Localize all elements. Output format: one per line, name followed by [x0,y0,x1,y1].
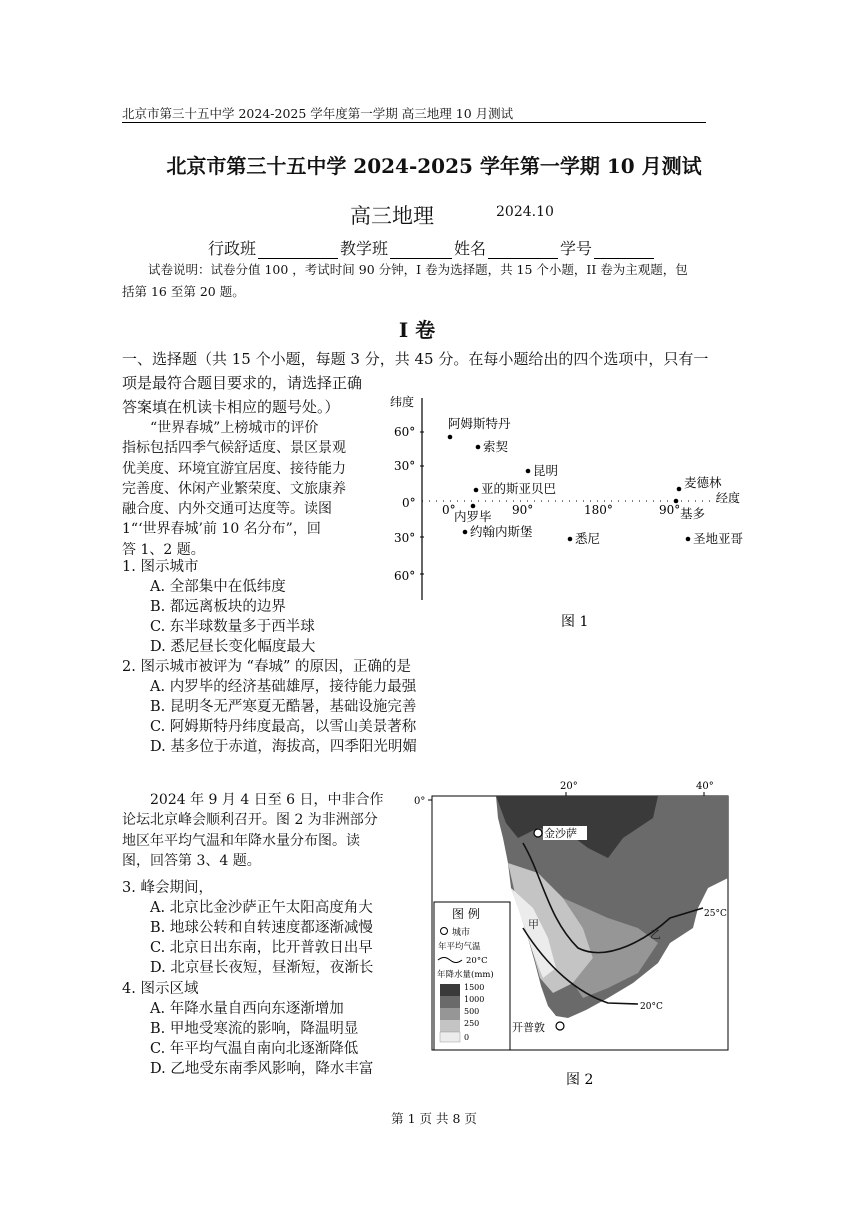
region-mark-yi: 乙 [650,928,661,941]
option-c[interactable]: C. 阿姆斯特丹纬度最高，以雪山美景著称 [150,719,417,735]
option-a[interactable]: A. 年降水量自西向东逐渐增加 [150,1001,344,1017]
figure-2-africa-climate-map [408,778,748,1088]
passage-line: 1“‘世界春城’前 10 名分布”，回 [122,521,321,538]
passage-line: 图，回答第 3、4 题。 [122,852,261,869]
city-label: 悉尼 [575,531,601,546]
y-tick-label: 60° [394,425,416,439]
city-marker-cape-town [556,1022,564,1030]
question-2 [122,657,417,757]
legend-precip-title: 年降水量(mm) [437,970,494,980]
figure-caption: 图 2 [566,1072,594,1088]
x-tick-label: 90° [659,503,681,517]
passage-line: 融合度、内外交通可达度等。读图 [122,501,332,518]
lon-label: 40° [696,781,714,792]
option-a[interactable]: A. 北京比金沙萨正午太阳高度角大 [150,900,373,916]
city-label: 圣地亚哥 [693,531,744,546]
question-stem: 2. 图示城市被评为 “春城” 的原因，正确的是 [122,659,411,675]
isotherm-label: 25°C [704,909,727,919]
option-c[interactable]: C. 北京日出东南，比开普敦日出早 [150,940,373,956]
city-label: 内罗毕 [454,509,492,524]
legend-level: 250 [464,1019,480,1028]
field-label: 姓名 [454,239,487,258]
city-point-johannesburg [463,530,468,535]
city-point-nairobi [471,504,476,509]
city-point-quito [674,499,679,504]
lat-label: 0° [414,796,426,807]
city-point-kunming [526,469,531,474]
field-label: 学号 [560,239,593,258]
option-d[interactable]: D. 悉尼昼长变化幅度最大 [150,639,316,655]
class-blank[interactable] [258,240,338,259]
city-point-sydney [568,537,573,542]
option-b[interactable]: B. 地球公转和自转速度都逐渐减慢 [150,920,373,936]
legend-level: 1500 [464,983,485,992]
city-label: 麦德林 [684,475,722,490]
passage-line: 2024 年 9 月 4 日至 6 日，中非合作 [150,792,384,808]
legend-isotherm-value: 20°C [466,956,488,966]
y-tick-label: 30° [394,459,416,473]
option-d[interactable]: D. 基多位于赤道，海拔高，四季阳光明媚 [150,739,417,755]
field-label: 行政班 [208,239,257,258]
question-3 [122,878,373,978]
city-point-medellin [677,487,682,492]
option-d[interactable]: D. 北京昼长夜短，昼渐短，夜渐长 [150,960,374,976]
page-footer: 第 1 页 共 8 页 [391,1111,477,1126]
lon-label: 20° [560,781,578,792]
city-label: 昆明 [533,463,559,478]
intro-line: 一、选择题（共 15 个小题，每题 3 分，共 45 分。在每小题给出的四个选项中，只有一 [122,350,709,368]
passage-line: 地区年平均气温和年降水量分布图。读 [122,832,360,849]
y-axis-label: 纬度 [390,395,415,409]
option-c[interactable]: C. 东半球数量多于西半球 [150,619,315,635]
x-tick-label: 180° [584,503,613,517]
passage-line: 完善度、休闲产业繁荣度、文旅康养 [122,480,346,497]
legend-city-icon [441,928,448,935]
exam-title: 北京市第三十五中学 2024-2025 学年第一学期 10 月测试 [166,154,702,178]
figure-caption: 图 1 [561,614,589,630]
section-title: I 卷 [398,318,436,342]
question-4 [122,979,373,1079]
question-stem: 4. 图示区域 [122,981,199,997]
option-c[interactable]: C. 年平均气温自南向北逐渐降低 [150,1041,359,1057]
city-label: 约翰内斯堡 [470,524,533,539]
city-point-amsterdam [448,435,453,440]
intro-line: 项是最符合题目要求的，请选择正确 [122,374,363,392]
x-axis-label: 经度 [716,491,741,505]
legend-swatch [440,1032,460,1042]
city-point-santiago [686,537,691,542]
subject-title: 高三地理 [350,204,434,228]
city-label: 索契 [483,439,509,454]
legend-isotherm-label: 年平均气温 [438,942,481,952]
option-a[interactable]: A. 全部集中在低纬度 [150,579,286,595]
isotherm-label: 20°C [640,1002,663,1012]
city-label: 基多 [680,506,706,521]
option-a[interactable]: A. 内罗毕的经济基础雄厚，接待能力最强 [150,679,417,695]
legend-swatch [440,1020,460,1032]
y-tick-label: 0° [402,496,416,510]
legend-title: 图 例 [452,907,480,921]
passage-1 [122,418,372,560]
passage-2 [122,790,388,871]
passage-line: “世界春城”上榜城市的评价 [150,420,319,436]
passage-line: 优美度、环境宜游宜居度、接待能力 [122,460,346,477]
passage-line: 答 1、2 题。 [122,541,205,558]
intro-line: 答案填在机读卡相应的题号处。） [122,398,340,416]
option-b[interactable]: B. 甲地受寒流的影响，降温明显 [150,1021,359,1037]
option-d[interactable]: D. 乙地受东南季风影响，降水丰富 [150,1061,374,1077]
option-b[interactable]: B. 昆明冬无严寒夏无酷暑，基础设施完善 [150,699,417,715]
city-label: 阿姆斯特丹 [448,416,511,431]
city-label: 亚的斯亚贝巴 [481,481,557,496]
question-1 [122,557,315,657]
legend-swatch [440,1008,460,1020]
legend-level: 1000 [464,995,485,1004]
name-blank[interactable] [488,240,558,259]
legend-city-label: 城市 [452,928,471,938]
city-point-addis-ababa [474,488,479,493]
passage-line: 论坛北京峰会顺利召开。图 2 为非洲部分 [122,812,378,829]
header-divider [122,122,706,123]
teaching-class-blank[interactable] [390,240,452,259]
city-point-sochi [476,445,481,450]
legend-level: 500 [464,1007,480,1016]
y-tick-label: 30° [394,531,416,545]
passage-line: 指标包括四季气候舒适度、景区景观 [122,440,346,457]
legend-level: 0 [464,1033,470,1042]
page-header: 北京市第三十五中学 2024-2025 学年度第一学期 高三地理 10 月测试 [122,106,514,121]
instructions-line: 试卷说明：试卷分值 100 ，考试时间 90 分钟，I 卷为选择题，共 15 个小题，II 卷为主观题，包 [148,262,688,277]
student-info-fields [208,236,656,259]
city-label: 金沙萨 [544,827,577,840]
student-id-blank[interactable] [594,240,654,259]
exam-instructions [122,259,708,303]
x-tick-label: 90° [512,503,534,517]
region-mark-jia: 甲 [528,918,539,931]
field-label: 教学班 [340,239,389,258]
option-b[interactable]: B. 都远离板块的边界 [150,599,286,615]
y-tick-label: 60° [394,569,416,583]
legend-swatch [440,996,460,1008]
exam-date: 2024.10 [496,204,554,220]
x-tick-label: 0° [442,503,456,517]
instructions-line: 括第 16 至第 20 题。 [122,284,245,299]
city-label: 开普敦 [512,1021,545,1034]
figure-1-world-spring-cities [380,390,760,640]
city-marker-kinshasa [534,829,542,837]
question-stem: 3. 峰会期间， [122,880,213,896]
legend-swatch [440,984,460,996]
question-stem: 1. 图示城市 [122,559,199,575]
